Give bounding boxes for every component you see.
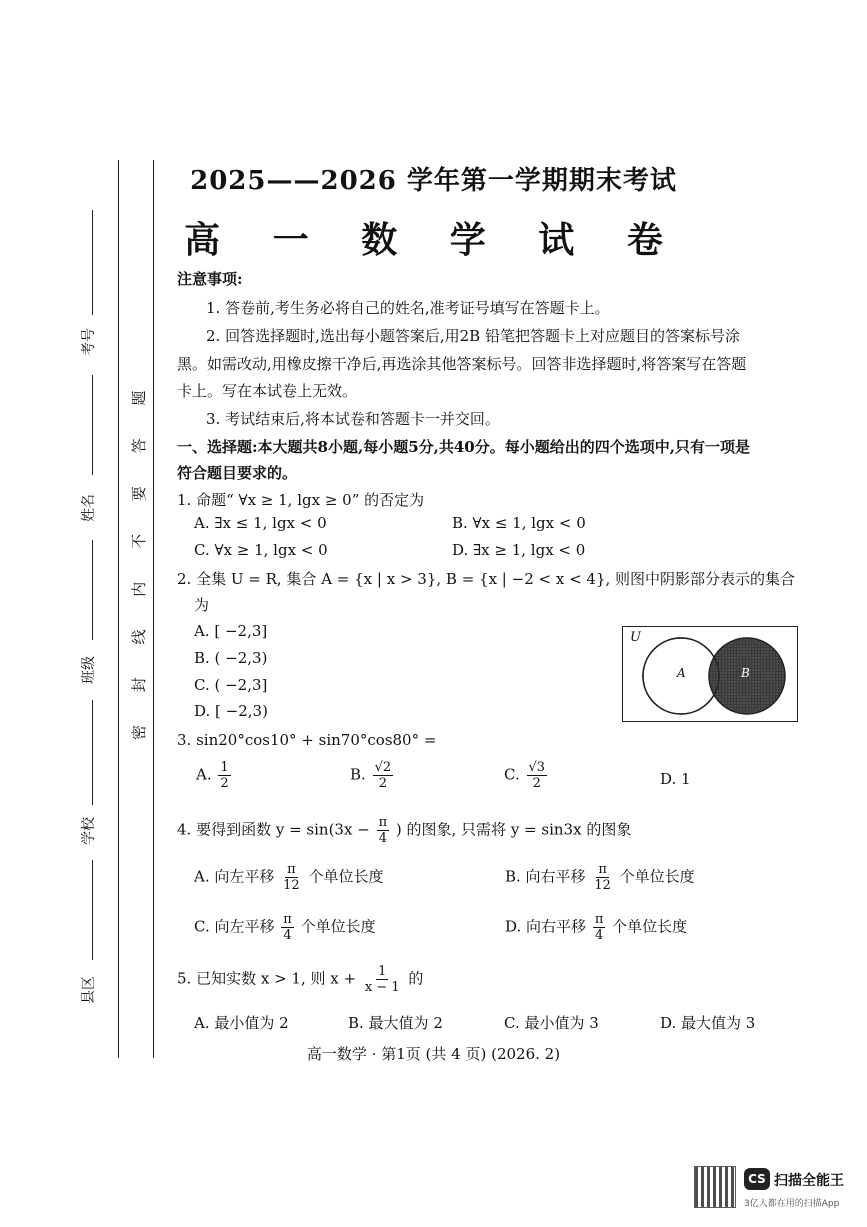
q4-option-c: C. 向左平移 $\frac{\pi}{4}$ 个单位长度: [194, 912, 376, 943]
camscanner-logo-icon: CS: [744, 1168, 770, 1190]
q1-option-a: A. ∃x ≤ 1, lgx < 0: [194, 514, 327, 532]
side-label-school: 学校: [81, 817, 97, 845]
q4-option-d-fraction: $\frac{\pi}{4}$: [594, 912, 604, 943]
q5-stem-fraction: $\frac{1}{x - 1}$: [364, 964, 400, 995]
camscanner-name: 扫描全能王: [774, 1173, 844, 1189]
q3-option-a-fraction: $\frac{1}{2}$: [220, 760, 229, 791]
section-1-instructions-line-1: 一、选择题:本大题共8小题,每小题5分,共40分。每小题给出的四个选项中,只有一项是: [177, 438, 750, 456]
notice-heading: 注意事项:: [177, 270, 243, 288]
venn-diagram: [622, 626, 798, 722]
q4-option-b-fraction: $\frac{\pi}{12}$: [594, 862, 611, 893]
side-label-county: 县区: [81, 976, 97, 1004]
q5-option-d: D. 最大值为 3: [660, 1014, 756, 1032]
q3-option-a: [196, 760, 233, 791]
q4-stem: 4. 要得到函数 y = sin(3x − $\frac{\pi}{4}$ ) 的图象, 只需将 y = sin3x 的图象: [177, 815, 632, 846]
notice-item-2-line-3: 卡上。写在本试卷上无效。: [177, 382, 358, 400]
q3-option-b-label: B.: [350, 765, 366, 784]
q1-option-c: C. ∀x ≥ 1, lgx < 0: [194, 541, 328, 559]
notice-item-2-line-2: 黑。如需改动,用橡皮擦干净后,再选涂其他答案标号。回答非选择题时,将答案写在答题: [177, 355, 747, 373]
q2-stem-tail: 为: [194, 596, 210, 614]
venn-label-u: U: [630, 630, 641, 645]
q3-option-c-fraction: $\frac{√3}{2}$: [528, 760, 546, 791]
blank-line-2: [92, 375, 93, 475]
q1-option-d: D. ∃x ≥ 1, lgx < 0: [452, 541, 586, 559]
blank-line-3: [92, 540, 93, 640]
paper-subtitle: 高 一 数 学 试 卷: [184, 220, 683, 261]
camscanner-tagline: 3亿人都在用的扫描App: [744, 1199, 840, 1209]
q2-option-a: A. [ −2,3]: [194, 622, 268, 640]
qr-code-icon: [694, 1166, 736, 1208]
notice-item-1: 1. 答卷前,考生务必将自己的姓名,准考证号填写在答题卡上。: [206, 299, 610, 317]
q4-option-d: D. 向右平移 $\frac{\pi}{4}$ 个单位长度: [505, 912, 688, 943]
q3-option-b: [350, 760, 395, 791]
q4-option-c-fraction: $\frac{\pi}{4}$: [283, 912, 292, 943]
q3-option-c-label: C.: [504, 765, 520, 784]
q3-option-c: [504, 760, 549, 791]
q1-stem: 1. 命题“ ∀x ≥ 1, lgx ≥ 0” 的否定为: [177, 491, 425, 509]
binding-line-outer: [118, 160, 119, 1058]
q1-option-b: B. ∀x ≤ 1, lgx < 0: [452, 514, 586, 532]
blank-line-5: [92, 860, 93, 960]
q2-option-c: C. ( −2,3]: [194, 676, 268, 694]
q3-option-a-label: A.: [196, 765, 212, 784]
q4-option-b: B. 向右平移 $\frac{\pi}{12}$ 个单位长度: [505, 862, 695, 893]
q2-option-b: B. ( −2,3): [194, 649, 268, 667]
side-label-exam-number: 考号: [81, 328, 97, 356]
venn-label-b: B: [741, 666, 750, 680]
q3-stem: 3. sin20°cos10° + sin70°cos80° =: [177, 731, 437, 749]
venn-diagram-svg: [623, 627, 797, 721]
section-1-instructions-line-2: 符合题目要求的。: [177, 464, 298, 482]
notice-item-2-line-1: 2. 回答选择题时,选出每小题答案后,用2B 铅笔把答题卡上对应题目的答案标号涂: [206, 327, 740, 345]
binding-line-inner: [153, 160, 154, 1058]
venn-label-a: A: [677, 666, 686, 680]
q2-option-d: D. [ −2,3): [194, 702, 268, 720]
side-label-class: 班级: [81, 656, 97, 684]
q5-stem: 5. 已知实数 x > 1, 则 x + $\frac{1}{x - 1}$ 的: [177, 964, 424, 995]
notice-item-3: 3. 考试结束后,将本试卷和答题卡一并交回。: [206, 410, 500, 428]
q3-option-b-fraction: $\frac{√2}{2}$: [374, 760, 392, 791]
seal-line-text: 密 封 线 内 不 要 答 题: [130, 376, 148, 740]
q5-option-b: B. 最大值为 2: [348, 1014, 443, 1032]
blank-line-4: [92, 700, 93, 805]
side-label-name: 姓名: [81, 494, 97, 522]
q4-option-a: A. 向左平移 $\frac{\pi}{12}$ 个单位长度: [194, 862, 384, 893]
q5-option-a: A. 最小值为 2: [194, 1014, 289, 1032]
q4-option-a-fraction: $\frac{\pi}{12}$: [283, 862, 300, 893]
exam-title: 2025——2026 学年第一学期期末考试: [190, 166, 677, 196]
q3-option-d: D. 1: [660, 770, 691, 788]
q5-option-c: C. 最小值为 3: [504, 1014, 599, 1032]
q4-stem-fraction: $\frac{\pi}{4}$: [378, 815, 388, 846]
q2-stem: 2. 全集 U = R, 集合 A = {x | x > 3}, B = {x | −2 < x < 4}, 则图中阴影部分表示的集合: [177, 570, 796, 588]
page-footer: 高一数学 · 第1页 (共 4 页) (2026. 2): [306, 1045, 561, 1063]
